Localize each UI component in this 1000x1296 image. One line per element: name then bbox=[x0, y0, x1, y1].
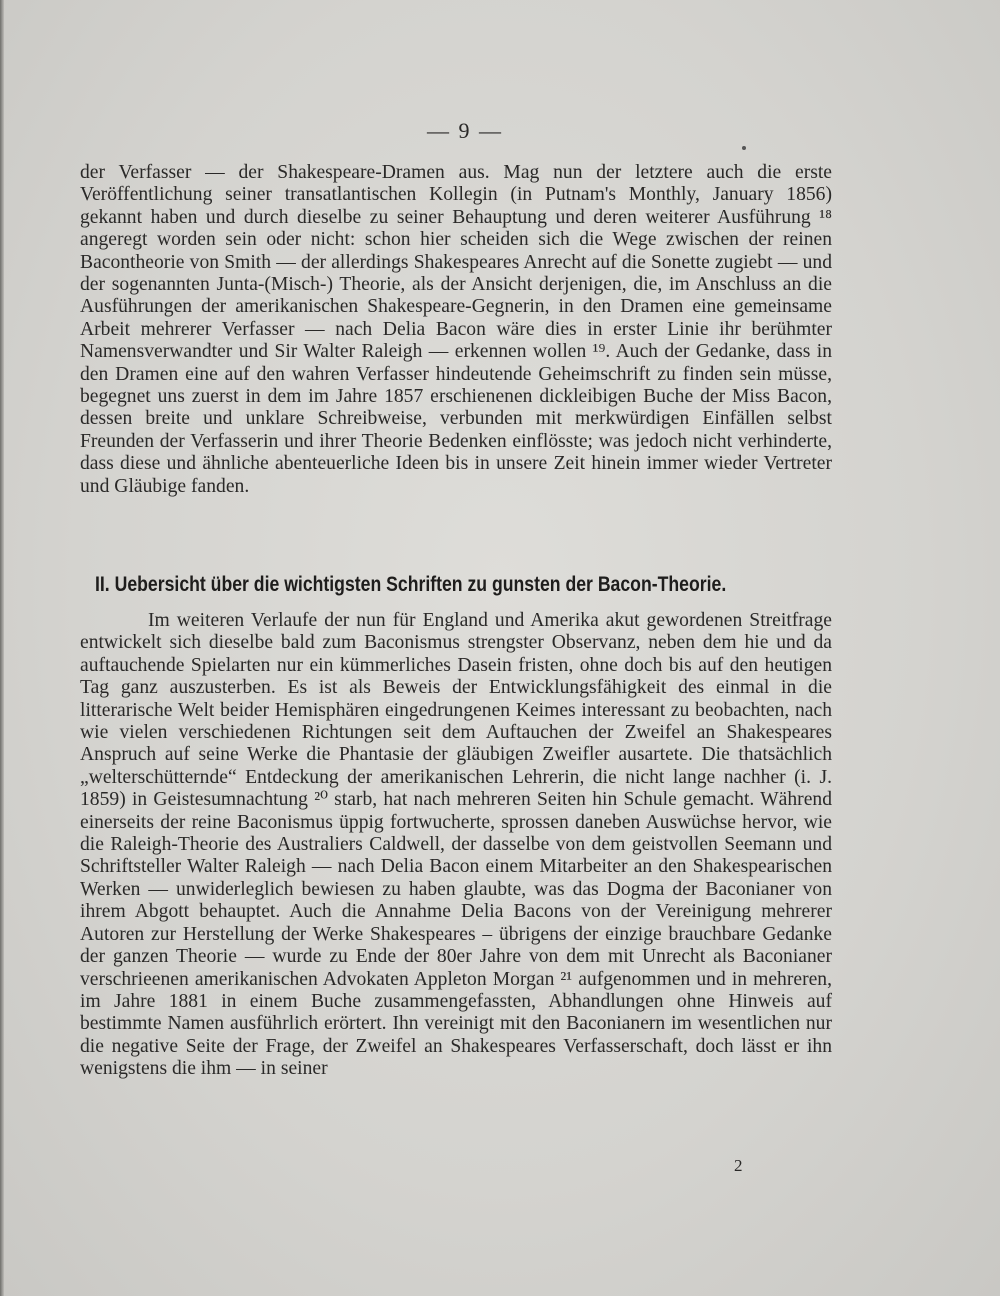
section-heading: II. Uebersicht über die wichtigsten Schriften zu gunsten der Bacon-Theorie. bbox=[95, 573, 727, 596]
signature-mark: 2 bbox=[734, 1156, 743, 1175]
ink-speck bbox=[742, 146, 746, 150]
paragraph-1: der Verfasser — der Shakespeare-Dramen aus. Mag nun der letztere auch die erste Veröffentlichung seiner transatlantischen Kollegin (in Putnam's Monthly, January 1856) gekannt haben und durch dieselbe zu seiner Behauptung und deren weiterer Ausführung ¹⁸ angeregt worden sein oder nicht: schon hier scheiden sich die Wege zwischen der reinen Bacontheorie von Smith — der allerdings Shakespeares Anrecht auf die Sonette zugiebt — und der sogenannten Junta-(Misch-) Theorie, als der Ansicht derjenigen, die, im Anschluss an die Ausführungen der amerikanischen Shakespeare-Gegnerin, in den Dramen eine gemeinsame Arbeit mehrerer Verfasser — nach Delia Bacon wäre dies in erster Linie ihr berühmter Namensverwandter und Sir Walter Raleigh — erkennen wollen ¹⁹. Auch der Gedanke, dass in den Dramen eine auf den wahren Verfasser hindeutende Geheimschrift zu finden sein müsse, begegnet uns zuerst in dem im Jahre 1857 erschienenen dickleibigen Buche der Miss Bacon, dessen breite und unklare Schreibweise, verbunden mit merkwürdigen Einfällen selbst Freunden der Verfasserin und ihrer Theorie Bedenken einflösste; was jedoch nicht verhinderte, dass diese und ähnliche abenteuerliche Ideen bis in unsere Zeit hinein immer wieder Vertreter und Gläubige fanden. bbox=[80, 162, 832, 497]
page-edge-shadow bbox=[0, 0, 4, 1296]
page-number: — 9 — bbox=[427, 118, 503, 143]
paragraph-2: Im weiteren Verlaufe der nun für England und Amerika akut gewordenen Streitfrage entwickelt sich dieselbe bald zum Baconismus strengster Observanz, neben dem hie und da auftauchende Spielarten nur ein kümmerliches Dasein fristen, ohne doch bis auf den heutigen Tag ganz auszusterben. Es ist als Beweis der Entwicklungsfähigkeit des einmal in die litterarische Welt beider Hemisphären eingedrungenen Keimes interessant zu beobachten, nach wie vielen verschiedenen Richtungen seit dem Auftauchen der Zweifel an Shakespeares Anspruch auf seine Werke die Phantasie der gläubigen Zweifler ausartete. Die thatsächlich „welterschütternde“ Entdeckung der amerikanischen Lehrerin, die nicht lange nachher (i. J. 1859) in Geistesumnachtung ²⁰ starb, hat nach mehreren Seiten hin Schule gemacht. Während einerseits der reine Baconismus üppig fortwucherte, sprossen daneben Auswüchse hervor, wie die Raleigh-Theorie des Australiers Caldwell, der dasselbe von dem geistvollen Seemann und Schriftsteller Walter Raleigh — nach Delia Bacon einem Mitarbeiter an den Shakespearischen Werken — unwiderleglich bewiesen zu haben glaubte, was das Dogma der Baconianer von ihrem Abgott behauptet. Auch die Annahme Delia Bacons von der Vereinigung mehrerer Autoren zur Herstellung der Werke Shakespeares – übrigens der einzige brauchbare Gedanke der ganzen Theorie — wurde zu Ende der 80er Jahre von dem mit Unrecht als Baconianer verschrieenen amerikanischen Advokaten Appleton Morgan ²¹ aufgenommen und in mehreren, im Jahre 1881 in einem Buche zusammengefassten, Abhandlungen ohne Hinweis auf bestimmte Namen ausführlich erörtert. Ihn vereinigt mit den Baconianern im wesentlichen nur die negative Seite der Frage, der Zweifel an Shakespeares Verfasserschaft, doch lässt er ihn wenigstens die ihm — in seiner bbox=[80, 610, 832, 1080]
